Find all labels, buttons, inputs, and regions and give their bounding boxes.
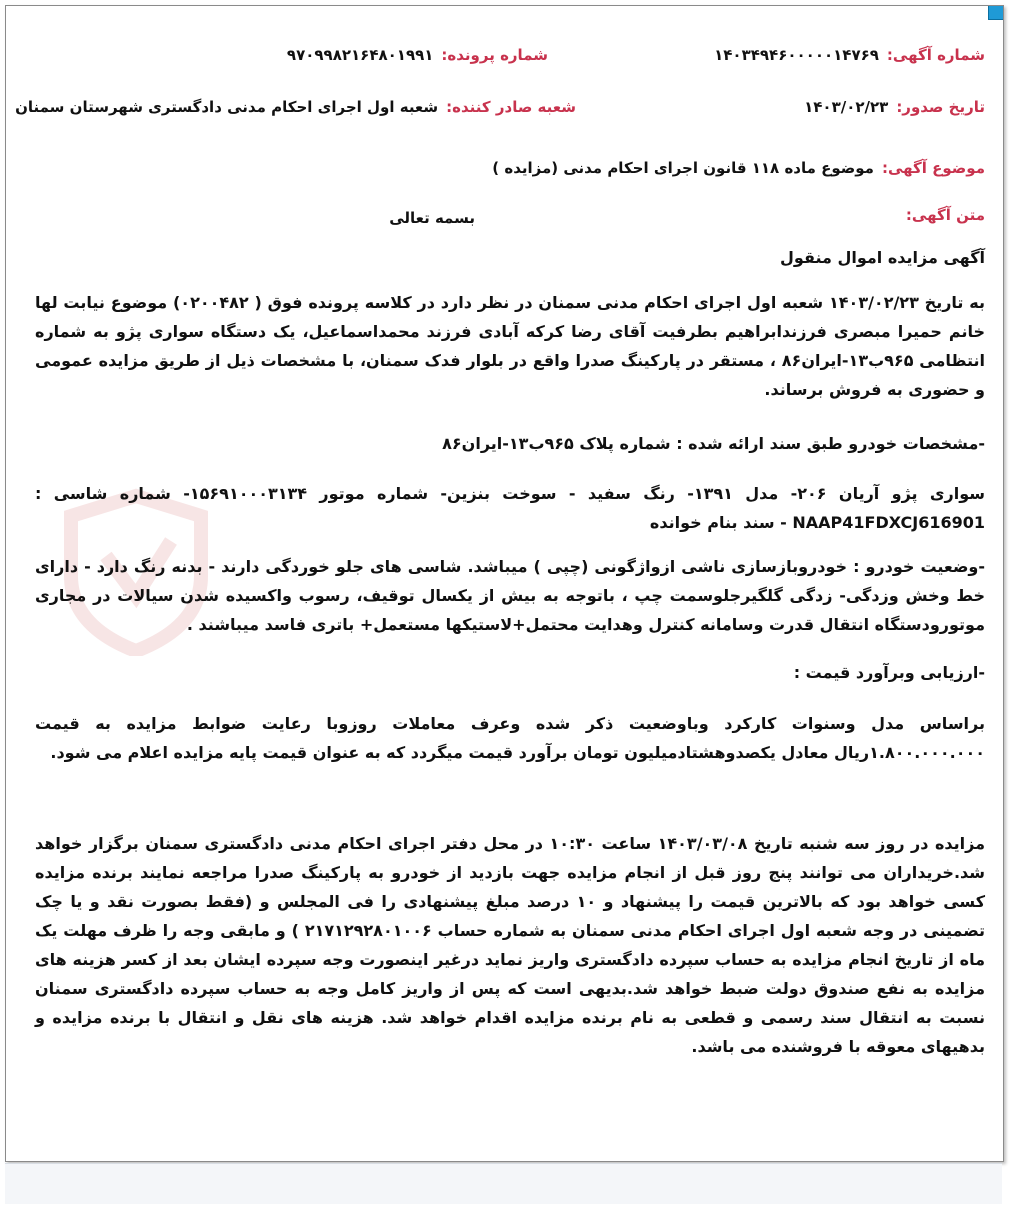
horizontal-scrollbar[interactable]	[5, 1163, 1002, 1204]
spec-heading: -مشخصات خودرو طبق سند ارائه شده : شماره پلاک ۹۶۵ب۱۳-ایران۸۶	[442, 434, 985, 453]
notice-text-label	[906, 206, 985, 224]
issuer-value: شعبه اول اجرای احکام مدنی دادگستری شهرستان سمنان	[15, 98, 439, 116]
issuer-label: شعبه صادر کننده:	[446, 98, 576, 116]
vehicle-condition: -وضعیت خودرو : خودروبازسازی ناشی ازواژگونی (چپی ) میباشد. شاسی های جلو خوردگی دارند - بدنه رنگ دارد - دارای خط وخش وزدگی- زدگی گلگیرجلوسمت چپ ، باتوجه به بیش از یکسال توقیف، رسوب واکسیده شدن سیالات در مجاری موتورودستگاه انتقال قدرت وسامانه کنترل وهدایت محتمل+لاستیکها مستعمل+ باتری فاسد میباشند .	[35, 557, 985, 634]
case-number-value: ۹۷۰۹۹۸۲۱۶۴۸۰۱۹۹۱	[286, 46, 434, 64]
case-number	[287, 46, 548, 64]
spec-body: سواری پژو آریان ۲۰۶- مدل ۱۳۹۱- رنگ سفید - سوخت بنزین- شماره موتور ۱۵۶۹۱۰۰۰۳۱۳۴- شماره شاسی : NAAP41FDXCJ616901 - سند بنام خوانده	[35, 484, 986, 532]
window-corner-icon[interactable]	[988, 6, 1003, 20]
notice-title: آگهی مزایده اموال منقول	[780, 248, 985, 267]
subject-label: موضوع آگهی:	[881, 159, 985, 177]
valuation-heading: -ارزیابی وبرآورد قیمت :	[793, 663, 985, 682]
basmala	[389, 209, 483, 227]
auction-details: مزایده در روز سه شنبه تاریخ ۱۴۰۳/۰۳/۰۸ ساعت ۱۰:۳۰ در محل دفتر اجرای احکام مدنی دادگستری سمنان برگزار خواهد شد.خریداران می توانند پنج روز قبل از انجام مزایده جهت بازدید از خودرو به پارکینگ صدرا مراجعه نمایند برنده مزایده کسی خواهد بود که بالاترین قیمت را پیشنهاد و ۱۰ درصد مبلغ پیشنهادی را فی المجلس و (فقط بصورت نقد و یا چک تضمینی در وجه شعبه اول اجرای احکام مدنی سمنان به شماره حساب ۲۱۷۱۲۹۲۸۰۱۰۰۶ ) و مابقی وجه را ظرف مهلت یک ماه از تاریخ انجام مزایده به حساب سپرده دادگستری واریز نماید درغیر اینصورت وجه سپرده ایشان بعد از کسر هزینه های مزایده به نفع صندوق دولت ضبط خواهد شد.بدیهی است که پس از واریز کامل وجه به حساب سپرده دادگستری سمنان نسبت به انتقال سند رسمی و قطعی به نام برنده مزایده اقدام خواهد شد. هزینه های نقل و انتقال با برنده مزایده و بدهیهای معوقه با فروشنده می باشد.	[35, 834, 986, 1056]
notice-number	[714, 46, 985, 64]
basmala-text: بسمه تعالی	[389, 209, 475, 227]
notice-number-value: ۱۴۰۳۴۹۴۶۰۰۰۰۰۱۴۷۶۹	[714, 46, 879, 64]
case-number-label: شماره پرونده:	[441, 46, 548, 64]
paragraph-intro: به تاریخ ۱۴۰۳/۰۲/۲۳ شعبه اول اجرای احکام مدنی سمنان در نظر دارد در کلاسه پرونده فوق ( ۰۲۰۰۴۸۲) موضوع نیابت لها خانم حمیرا مبصری فرزندابراهیم بطرفیت آقای رضا کرکه آبادی فرزند محمداسماعیل، یک دستگاه سواری پژو به شماره انتظامی ۹۶۵ب۱۳-ایران۸۶ ، مستقر در پارکینگ صدرا واقع در بلوار فدک سمنان، با مشخصات ذیل از طریق مزایده عمومی و حضوری به فروش برساند.	[35, 293, 986, 399]
issuer	[15, 98, 576, 116]
text-label: متن آگهی:	[905, 206, 985, 224]
issue-date	[804, 98, 985, 116]
document-frame	[5, 5, 1004, 1162]
notice-number-label: شماره آگهی:	[886, 46, 985, 64]
notice-subject	[492, 159, 985, 177]
subject-value: موضوع ماده ۱۱۸ قانون اجرای احکام مدنی (مزایده )	[492, 159, 874, 177]
issue-date-value: ۱۴۰۳/۰۲/۲۳	[804, 98, 889, 116]
valuation-text: براساس مدل وسنوات کارکرد وباوضعیت ذکر شده وعرف معاملات روزوبا رعایت ضوابط مزایده به قیمت ۱.۸۰۰.۰۰۰.۰۰۰ریال معادل یکصدوهشتادمیلیون تومان برآورد قیمت میگردد که به عنوان قیمت پایه مزایده اعلام می شود.	[35, 714, 985, 762]
issue-date-label: تاریخ صدور:	[896, 98, 985, 116]
